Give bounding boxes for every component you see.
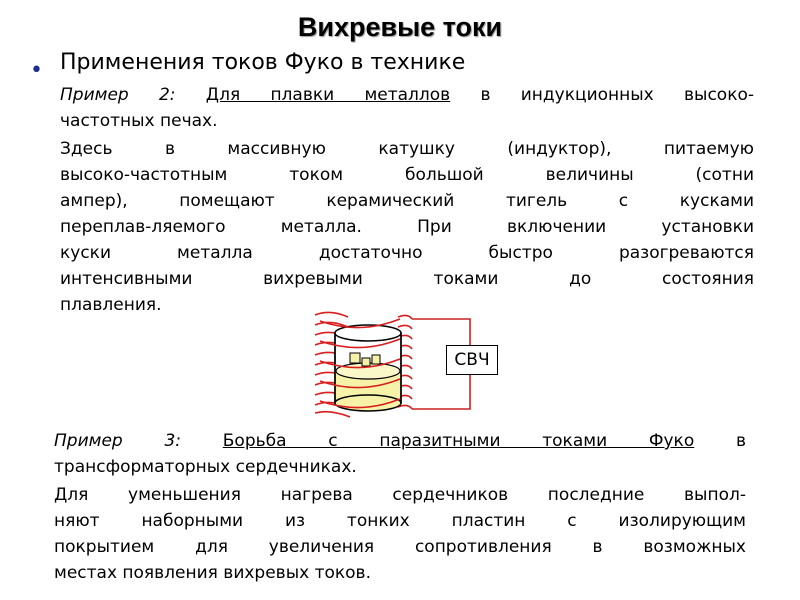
- example-2-topic: Для плавки металлов: [205, 85, 451, 105]
- text-line: Здесь в массивную катушку (индуктор), питаемую: [60, 139, 754, 159]
- example-2-rest: в индукционных высоко-: [450, 85, 755, 105]
- text-line: плавления.: [60, 295, 162, 315]
- example-2-description: [60, 136, 754, 318]
- wire-bottom: [412, 375, 470, 409]
- example-3-line-1: [54, 428, 746, 454]
- crucible-icon: [335, 325, 401, 411]
- example-3-description: [54, 482, 746, 586]
- generator-box: СВЧ: [446, 345, 498, 375]
- text-line: местах появления вихревых токов.: [54, 563, 371, 583]
- example-3: [54, 428, 746, 480]
- text-line: няют наборными из тонких пластин с изолирующим: [54, 511, 746, 531]
- bullet-heading: Применения токов Фуко в технике: [60, 50, 466, 75]
- text-line: куски металла достаточно быстро разогреваются: [60, 243, 754, 263]
- text-line: интенсивными вихревыми токами до состояния: [60, 269, 754, 289]
- example-3-label: Пример 3:: [54, 431, 181, 451]
- example-3-rest: в: [694, 431, 746, 451]
- text-line: высоко-частотным током большой величины (сотни: [60, 165, 754, 185]
- bullet-icon: •: [30, 58, 43, 83]
- wire-top: [412, 319, 470, 345]
- example-2-line-2: частотных печах.: [60, 111, 218, 131]
- example-3-line-2: трансформаторных сердечниках.: [54, 457, 357, 477]
- slide-title: Вихревые токи: [297, 12, 503, 42]
- example-2-label: Пример 2:: [60, 85, 176, 105]
- example-2: [60, 82, 754, 134]
- text-line: Для уменьшения нагрева сердечников последние выпол-: [54, 485, 746, 505]
- example-2-line-1: [60, 82, 754, 108]
- text-line: переплав-ляемого металла. При включении установки: [60, 217, 754, 237]
- text-line: ампер), помещают керамический тигель с кусками: [60, 191, 754, 211]
- example-3-topic: Борьба с паразитными токами Фуко: [222, 431, 695, 451]
- text-line: покрытием для увеличения сопротивления в возможных: [54, 537, 746, 557]
